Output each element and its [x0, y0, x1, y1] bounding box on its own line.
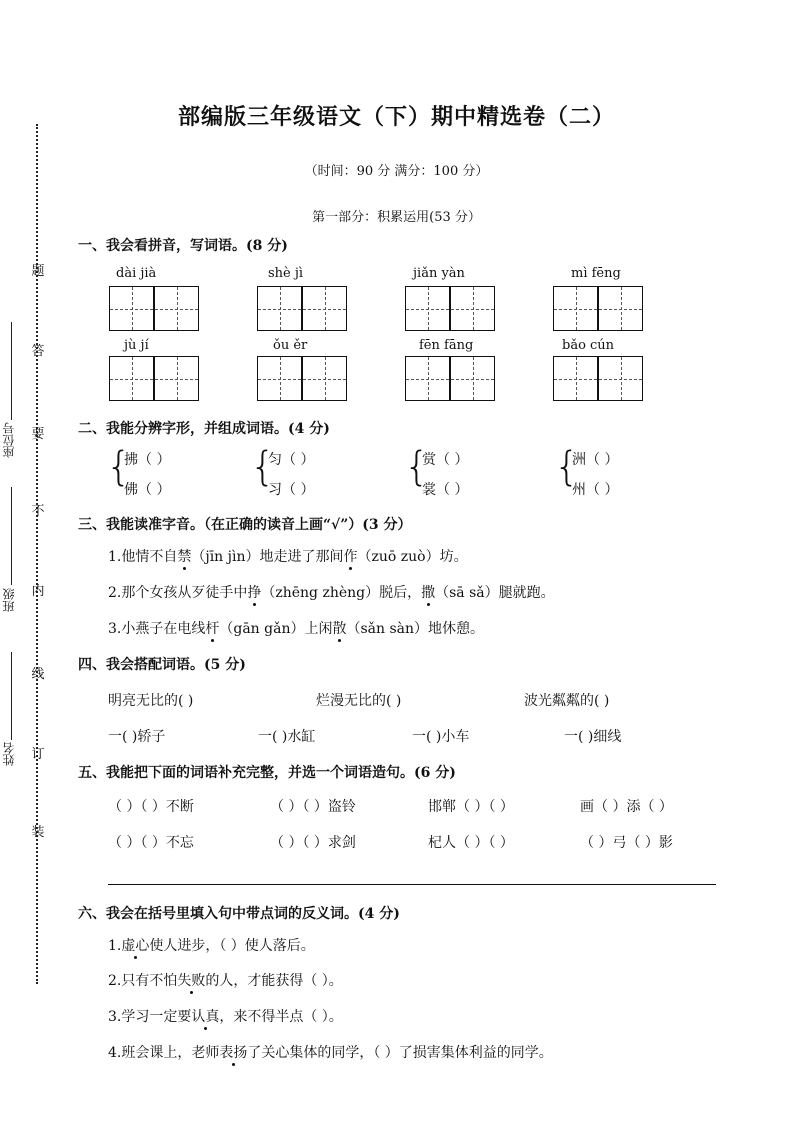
- idiom-item[interactable]: 画（ ）添（ ）: [580, 799, 673, 815]
- writing-box[interactable]: [257, 356, 302, 401]
- idiom-item[interactable]: （ ）（ ）盗铃: [270, 799, 356, 815]
- seat-number-blank[interactable]: [11, 322, 12, 420]
- section-4-heading: 四、我会搭配词语。(5 分): [78, 657, 246, 673]
- writing-box[interactable]: [598, 356, 643, 401]
- writing-box[interactable]: [553, 286, 598, 331]
- char-pair-item[interactable]: 赏（ ）: [422, 452, 469, 468]
- brace-icon: {: [106, 444, 132, 490]
- writing-box[interactable]: [405, 286, 450, 331]
- seat-number-label: 座位号: [2, 422, 16, 458]
- pinyin: mì fēng: [571, 266, 621, 281]
- section-6-heading: 六、我会在括号里填入句中带点词的反义词。(4 分): [78, 906, 400, 922]
- writing-box[interactable]: [257, 286, 302, 331]
- pinyin: bǎo cún: [562, 338, 615, 353]
- class-blank[interactable]: [11, 487, 12, 585]
- binding-char: 线: [31, 667, 45, 682]
- char-pair-item[interactable]: 拂（ ）: [124, 452, 171, 468]
- dotted-word: 认真: [191, 1009, 220, 1025]
- binding-dotted-line: [36, 124, 38, 984]
- binding-char: 订: [31, 747, 45, 762]
- match-item[interactable]: 烂漫无比的( ): [316, 693, 402, 709]
- char-pair-item[interactable]: 匀（ ）: [268, 452, 315, 468]
- dotted-char: 散: [332, 621, 347, 637]
- pinyin: jiǎn yàn: [413, 266, 465, 281]
- page-title: 部编版三年级语文（下）期中精选卷（二）: [177, 104, 615, 130]
- match-item[interactable]: 一( )轿子: [108, 729, 166, 745]
- antonym-question-2[interactable]: 2.只有不怕失败的人，才能获得（ ）。: [108, 973, 343, 989]
- writing-box[interactable]: [109, 356, 154, 401]
- pinyin: jù jí: [124, 338, 149, 353]
- binding-char: 不: [31, 504, 45, 519]
- idiom-item[interactable]: （ ）弓（ ）影: [580, 835, 673, 851]
- class-label: 班级: [2, 588, 16, 612]
- exam-info: （时间：90 分 满分：100 分）: [304, 164, 489, 179]
- writing-box[interactable]: [109, 286, 154, 331]
- section-3-heading: 三、我能读准字音。（在正确的读音上画“√”）(3 分）: [78, 517, 412, 533]
- dotted-char: 挣: [247, 585, 262, 601]
- pronunciation-question-3[interactable]: 3.小燕子在电线杆（gān gǎn）上闲散（sǎn sàn）地休憩。: [108, 621, 485, 637]
- dotted-char: 撒: [421, 585, 436, 601]
- pronunciation-question-1[interactable]: 1.他情不自禁（jīn jìn）地走进了那间作（zuō zuò）坊。: [108, 549, 468, 565]
- writing-box[interactable]: [598, 286, 643, 331]
- match-item[interactable]: 明亮无比的( ): [108, 693, 194, 709]
- writing-box[interactable]: [405, 356, 450, 401]
- dotted-word: 失败: [177, 973, 206, 989]
- pinyin: shè jì: [268, 266, 304, 281]
- match-item[interactable]: 波光粼粼的( ): [524, 693, 610, 709]
- char-pair-item[interactable]: 习（ ）: [268, 482, 315, 498]
- idiom-item[interactable]: （ ）（ ）不忘: [108, 835, 194, 851]
- writing-box[interactable]: [154, 286, 199, 331]
- section-2-heading: 二、我能分辨字形，并组成词语。(4 分): [78, 421, 330, 437]
- sentence-answer-line[interactable]: [108, 884, 716, 885]
- char-pair-item[interactable]: 佛（ ）: [124, 482, 171, 498]
- dotted-char: 作: [343, 549, 358, 565]
- dotted-word: 表扬: [219, 1045, 248, 1061]
- section-1-heading: 一、我会看拼音，写词语。(8 分): [78, 238, 288, 254]
- dotted-word: 虚心: [121, 938, 150, 954]
- antonym-question-4[interactable]: 4.班会课上，老师表扬了关心集体的同学，（ ）了损害集体利益的同学。: [108, 1045, 553, 1061]
- antonym-question-3[interactable]: 3.学习一定要认真，来不得半点（ ）。: [108, 1009, 343, 1025]
- writing-box[interactable]: [302, 286, 347, 331]
- pinyin: fēn fāng: [419, 338, 474, 353]
- binding-char: 答: [31, 344, 45, 359]
- pinyin: ǒu ěr: [273, 338, 308, 353]
- binding-char: 装: [31, 825, 45, 840]
- binding-char: 内: [31, 584, 45, 599]
- pinyin: dài jià: [116, 266, 157, 281]
- char-pair-item[interactable]: 州（ ）: [572, 482, 619, 498]
- brace-icon: {: [250, 444, 276, 490]
- part-heading: 第一部分：积累运用(53 分）: [312, 210, 481, 225]
- writing-box[interactable]: [553, 356, 598, 401]
- writing-box[interactable]: [302, 356, 347, 401]
- binding-char: 题: [31, 264, 45, 279]
- match-item[interactable]: 一( )细线: [564, 729, 622, 745]
- binding-char: 要: [31, 427, 45, 442]
- name-blank[interactable]: [11, 652, 12, 740]
- idiom-item[interactable]: 杞人（ ）（ ）: [428, 835, 514, 851]
- idiom-item[interactable]: （ ）（ ）不断: [108, 799, 194, 815]
- brace-icon: {: [554, 444, 580, 490]
- dotted-char: 禁: [177, 549, 192, 565]
- writing-box[interactable]: [450, 286, 495, 331]
- idiom-item[interactable]: （ ）（ ）求剑: [270, 835, 356, 851]
- name-label: 姓名: [2, 742, 16, 766]
- dotted-char: 杆: [205, 621, 220, 637]
- char-pair-item[interactable]: 洲（ ）: [572, 452, 619, 468]
- match-item[interactable]: 一( )小车: [412, 729, 470, 745]
- antonym-question-1[interactable]: 1.虚心使人进步，（ ）使人落后。: [108, 938, 315, 954]
- writing-box[interactable]: [154, 356, 199, 401]
- idiom-item[interactable]: 邯郸（ ）（ ）: [428, 799, 514, 815]
- char-pair-item[interactable]: 裳（ ）: [422, 482, 469, 498]
- match-item[interactable]: 一( )水缸: [258, 729, 316, 745]
- writing-box[interactable]: [450, 356, 495, 401]
- brace-icon: {: [404, 444, 430, 490]
- pronunciation-question-2[interactable]: 2.那个女孩从歹徒手中挣（zhēng zhèng）脱后，撒（sā sǎ）腿就跑。: [108, 585, 555, 601]
- section-5-heading: 五、我能把下面的词语补充完整，并选一个词语造句。(6 分): [78, 765, 456, 781]
